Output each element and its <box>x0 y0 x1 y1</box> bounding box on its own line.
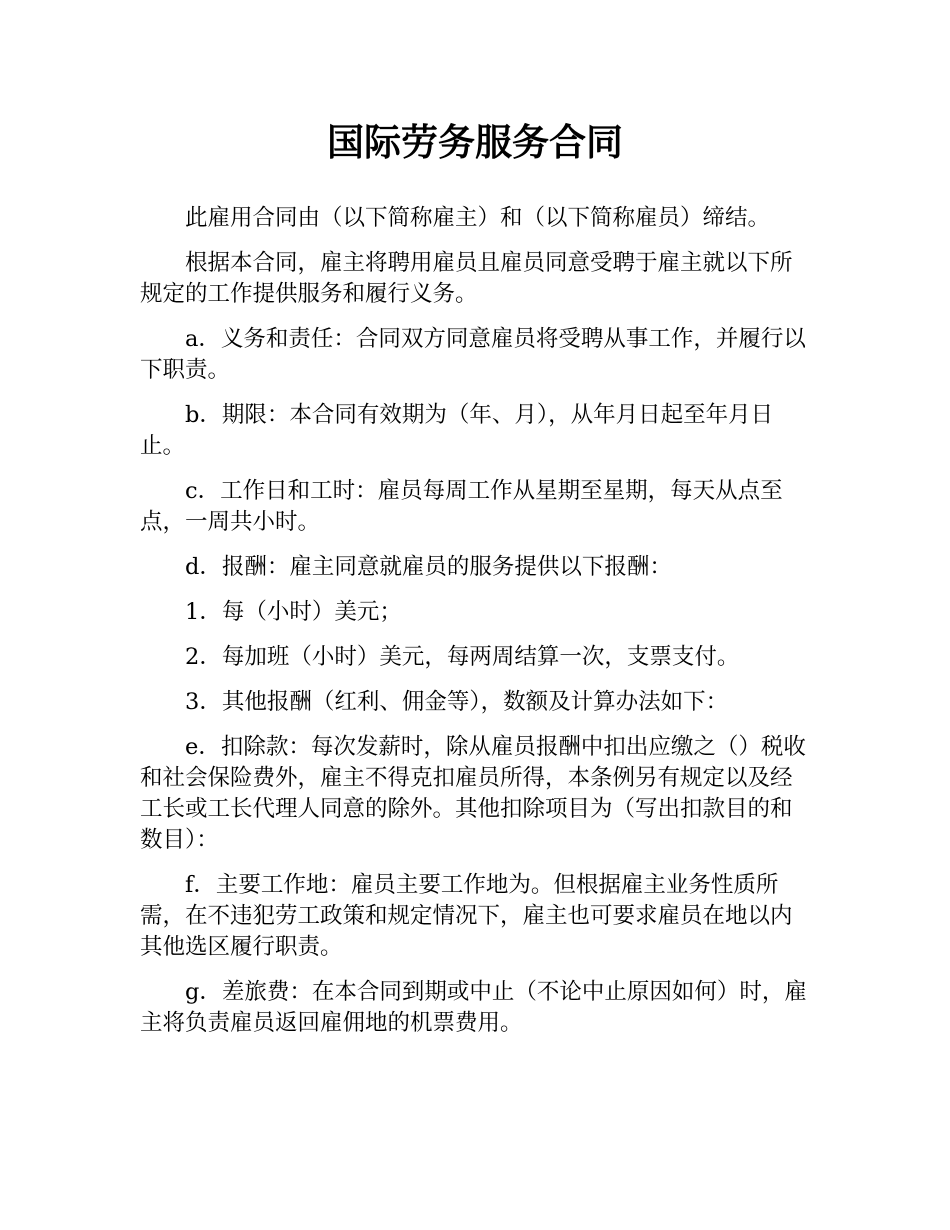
clause-a-duties: a．义务和责任：合同双方同意雇员将受聘从事工作，并履行以下职责。 <box>140 326 806 383</box>
clause-b-term: b．期限：本合同有效期为（年、月），从年月日起至年月日止。 <box>140 402 774 459</box>
document-title: 国际劳务服务合同 <box>327 121 623 164</box>
clause-e-deductions: e．扣除款：每次发薪时，除从雇员报酬中扣出应缴之（）税收和社会保险费外，雇主不得克扣雇员所得，本条例另有规定以及经工长或工长代理人同意的除外。其他扣除项目为（写出扣款目的和数目）： <box>140 734 806 853</box>
paragraph-agreement: 根据本合同，雇主将聘用雇员且雇员同意受聘于雇主就以下所规定的工作提供服务和履行义务。 <box>140 250 793 307</box>
clause-f-workplace: f．主要工作地：雇员主要工作地为。但根据雇主业务性质所需，在不违犯劳工政策和规定情况下，雇主也可要求雇员在地以内其他选区履行职责。 <box>140 872 793 960</box>
document-body <box>140 203 812 1053</box>
clause-d-pay: d．报酬：雇主同意就雇员的服务提供以下报酬： <box>185 554 672 580</box>
pay-item-1: 1．每（小时）美元； <box>185 599 402 625</box>
pay-item-3: 3．其他报酬（红利、佣金等），数额及计算办法如下： <box>185 689 729 715</box>
clause-c-hours: c．工作日和工时：雇员每周工作从星期至星期，每天从点至点，一周共小时。 <box>140 478 783 535</box>
pay-item-2: 2．每加班（小时）美元，每两周结算一次，支票支付。 <box>185 644 740 670</box>
clause-g-travel: g．差旅费：在本合同到期或中止（不论中止原因如何）时，雇主将负责雇员返回雇佣地的机票费用。 <box>140 979 807 1036</box>
paragraph-intro: 此雇用合同由（以下简称雇主）和（以下简称雇员）缔结。 <box>185 205 771 231</box>
